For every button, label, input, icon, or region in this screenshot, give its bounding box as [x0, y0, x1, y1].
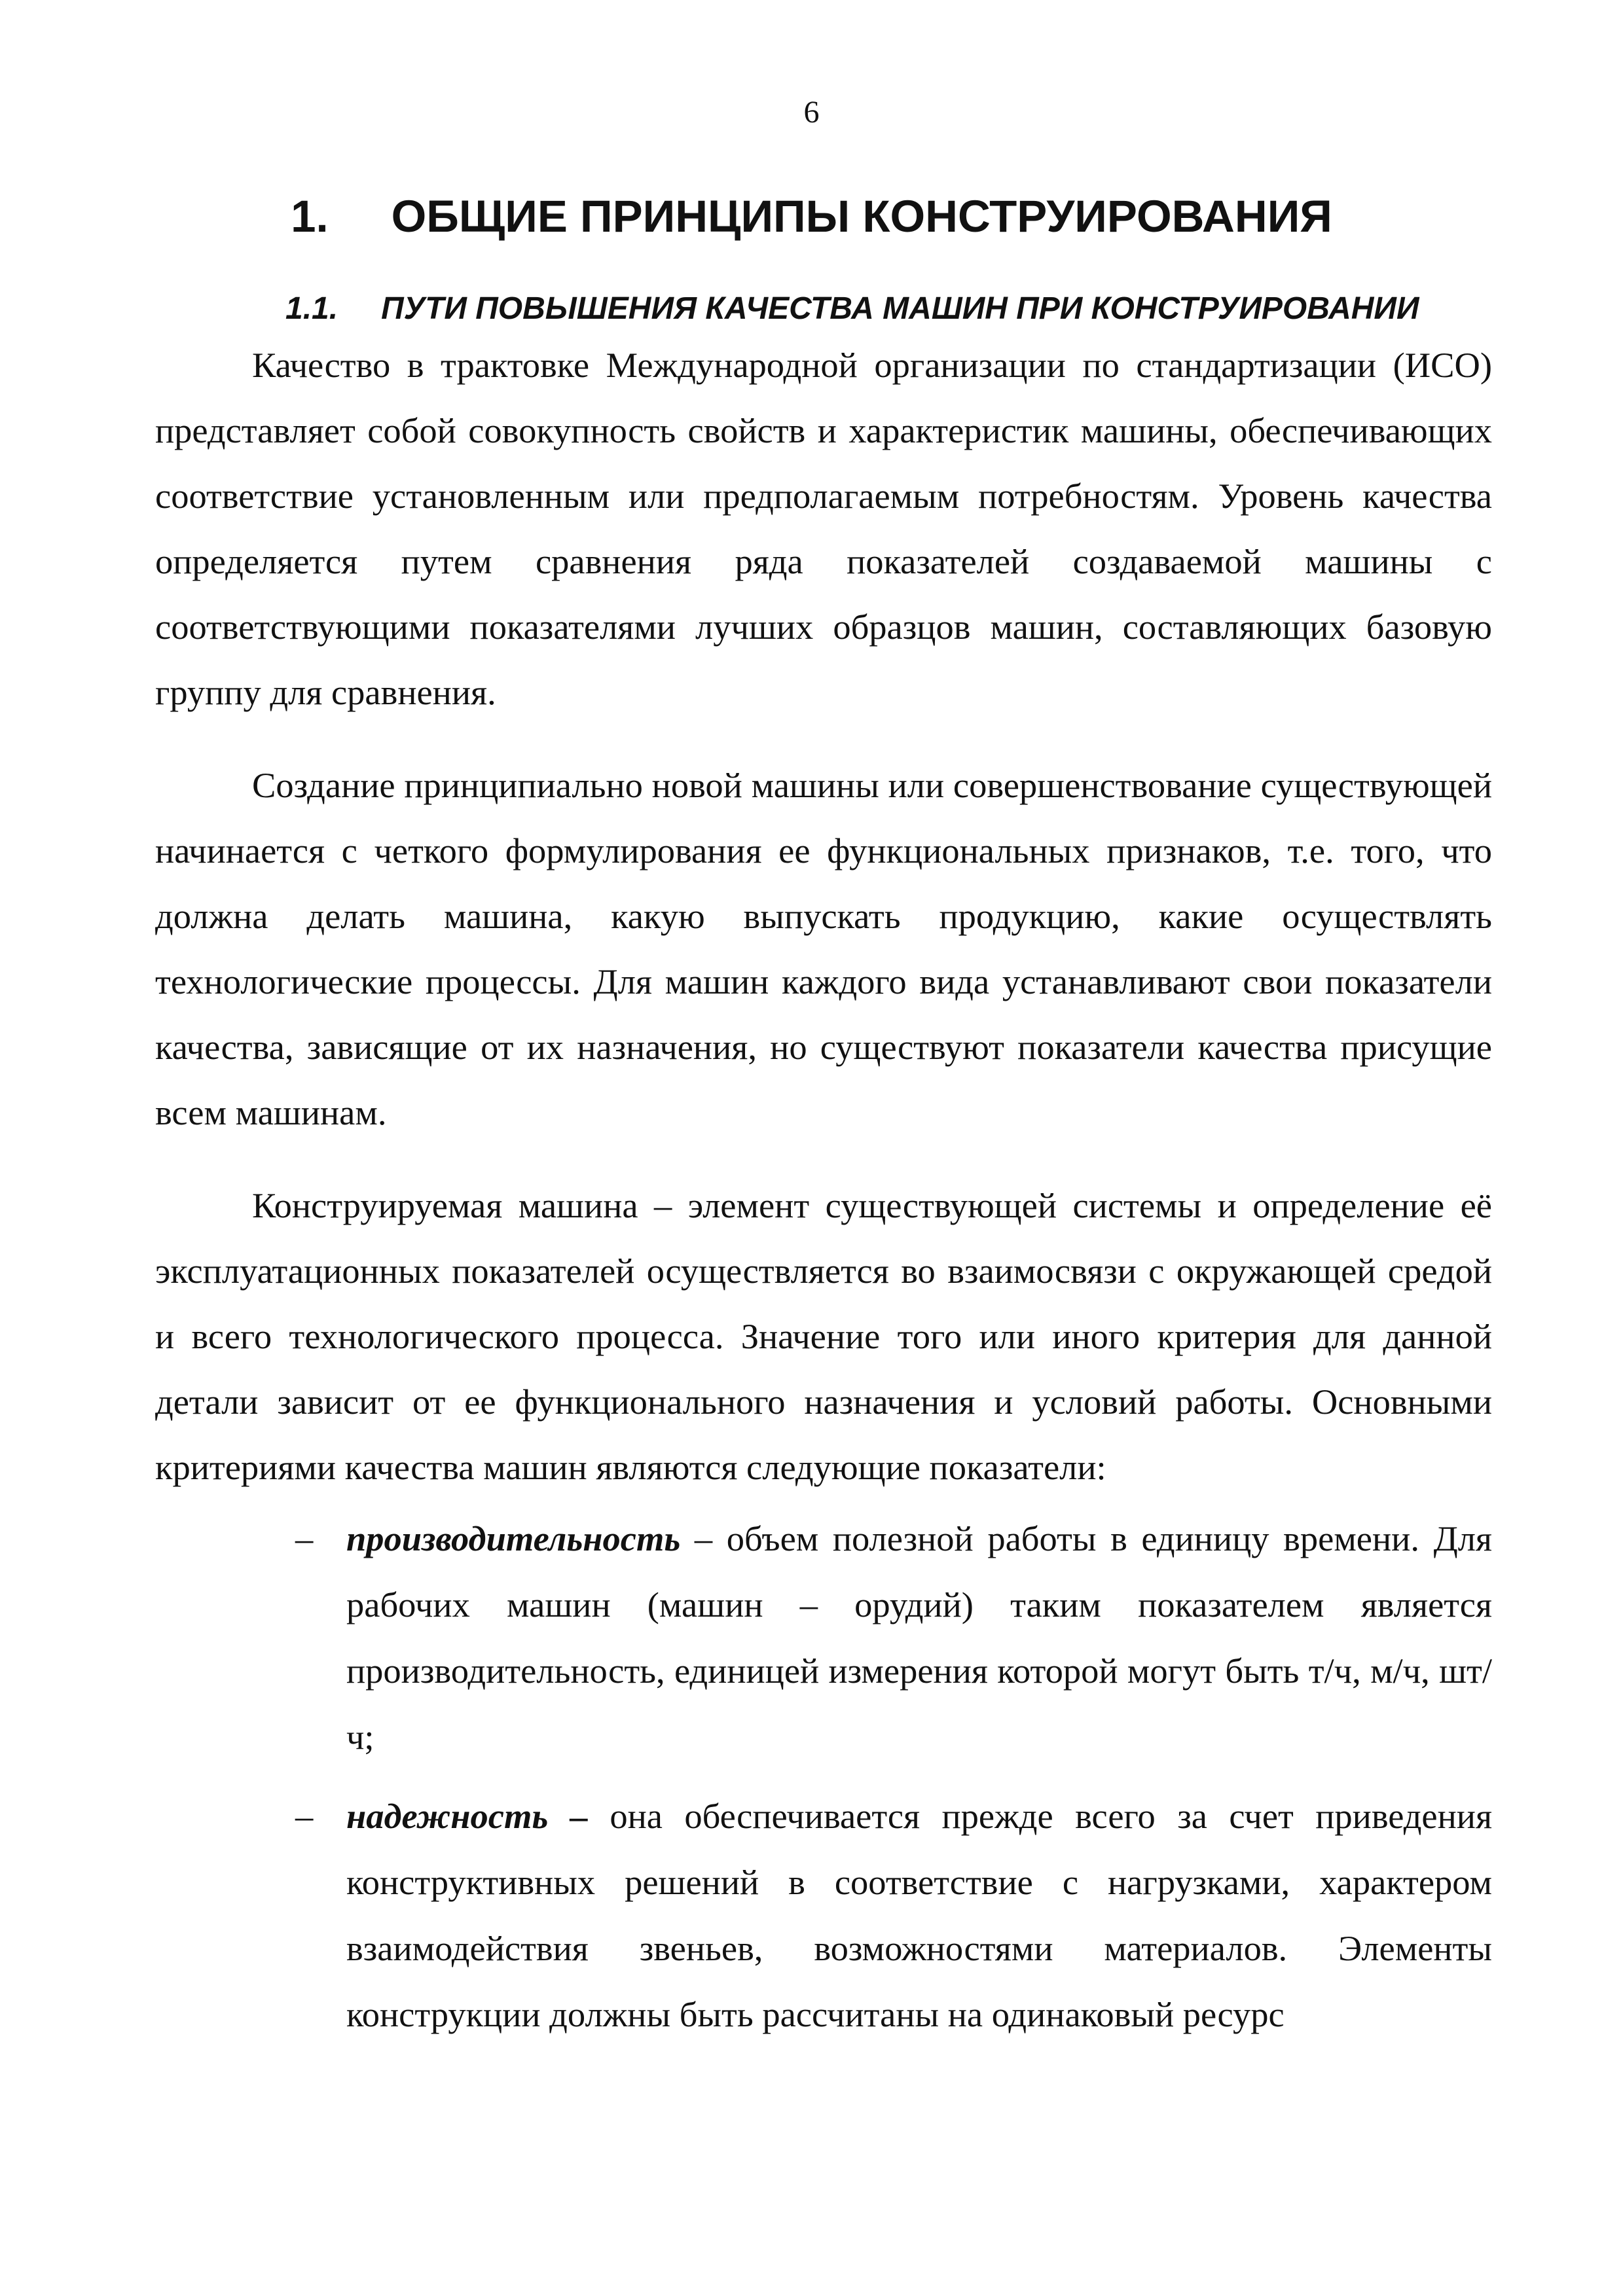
list-dash: –: [295, 1518, 314, 1558]
term-separator: [588, 1796, 610, 1836]
list-dash: –: [295, 1796, 314, 1836]
chapter-number: 1.: [291, 191, 329, 242]
chapter-title: ОБЩИЕ ПРИНЦИПЫ КОНСТРУИРОВАНИЯ: [391, 191, 1332, 242]
definition-productivity: объем полезной работы в единицу времени. Для рабочих машин (машин – орудий) таким показателем является производительность, единицей измерения которой могут быть т/ч, м/ч, шт/ч;: [346, 1518, 1493, 1757]
section-number: 1.1.: [285, 291, 338, 326]
criteria-list: [0, 1505, 1492, 2047]
term-separator: –: [680, 1518, 727, 1558]
paragraph-iso-quality: Качество в трактовке Международной организации по стандартизации (ИСО) представляет собой совокупность свойств и характеристик машины, обеспечивающих соответствие установленным или предполагаемым потребностям. Уровень качества определяется путем сравнения ряда показателей создаваемой машины с соответствующими показателями лучших образцов машин, составляющих базовую группу для сравнения.: [155, 345, 1492, 712]
page-number: 6: [803, 95, 820, 130]
paragraph-criteria: Конструируемая машина – элемент существующей системы и определение её эксплуатационных показателей осуществляется во взаимосвязи с окружающей средой и всего технологического процесса. Значение того или иного критерия для данной детали зависит от ее функционального назначения и условий работы. Основными критериями качества машин являются следующие показатели:: [155, 1185, 1492, 1487]
section-heading: [285, 293, 1419, 325]
chapter-heading: [0, 191, 1623, 242]
paragraph-new-machine: Создание принципиально новой машины или совершенствование существующей начинается с четкого формулирования ее функциональных признаков, т.е. того, что должна делать машина, какую выпускать продукцию, какие осуществлять технологические процессы. Для машин каждого вида устанавливают свои показатели качества, зависящие от их назначения, но существуют показатели качества присущие всем машинам.: [155, 765, 1492, 1132]
definition-reliability: она обеспечивается прежде всего за счет приведения конструктивных решений в соответствие с нагрузками, характером взаимодействия звеньев, возможностями материалов. Элементы конструкции должны быть рассчитаны на одинаковый ресурс: [346, 1796, 1493, 2034]
body-text: [155, 332, 1492, 1500]
list-item-reliability: [0, 1783, 1492, 2047]
term-productivity: производительность: [346, 1518, 681, 1558]
list-item-productivity: [0, 1505, 1492, 1770]
term-reliability: надежность –: [346, 1796, 588, 1836]
section-title: ПУТИ ПОВЫШЕНИЯ КАЧЕСТВА МАШИН ПРИ КОНСТРУИРОВАНИИ: [381, 291, 1419, 326]
